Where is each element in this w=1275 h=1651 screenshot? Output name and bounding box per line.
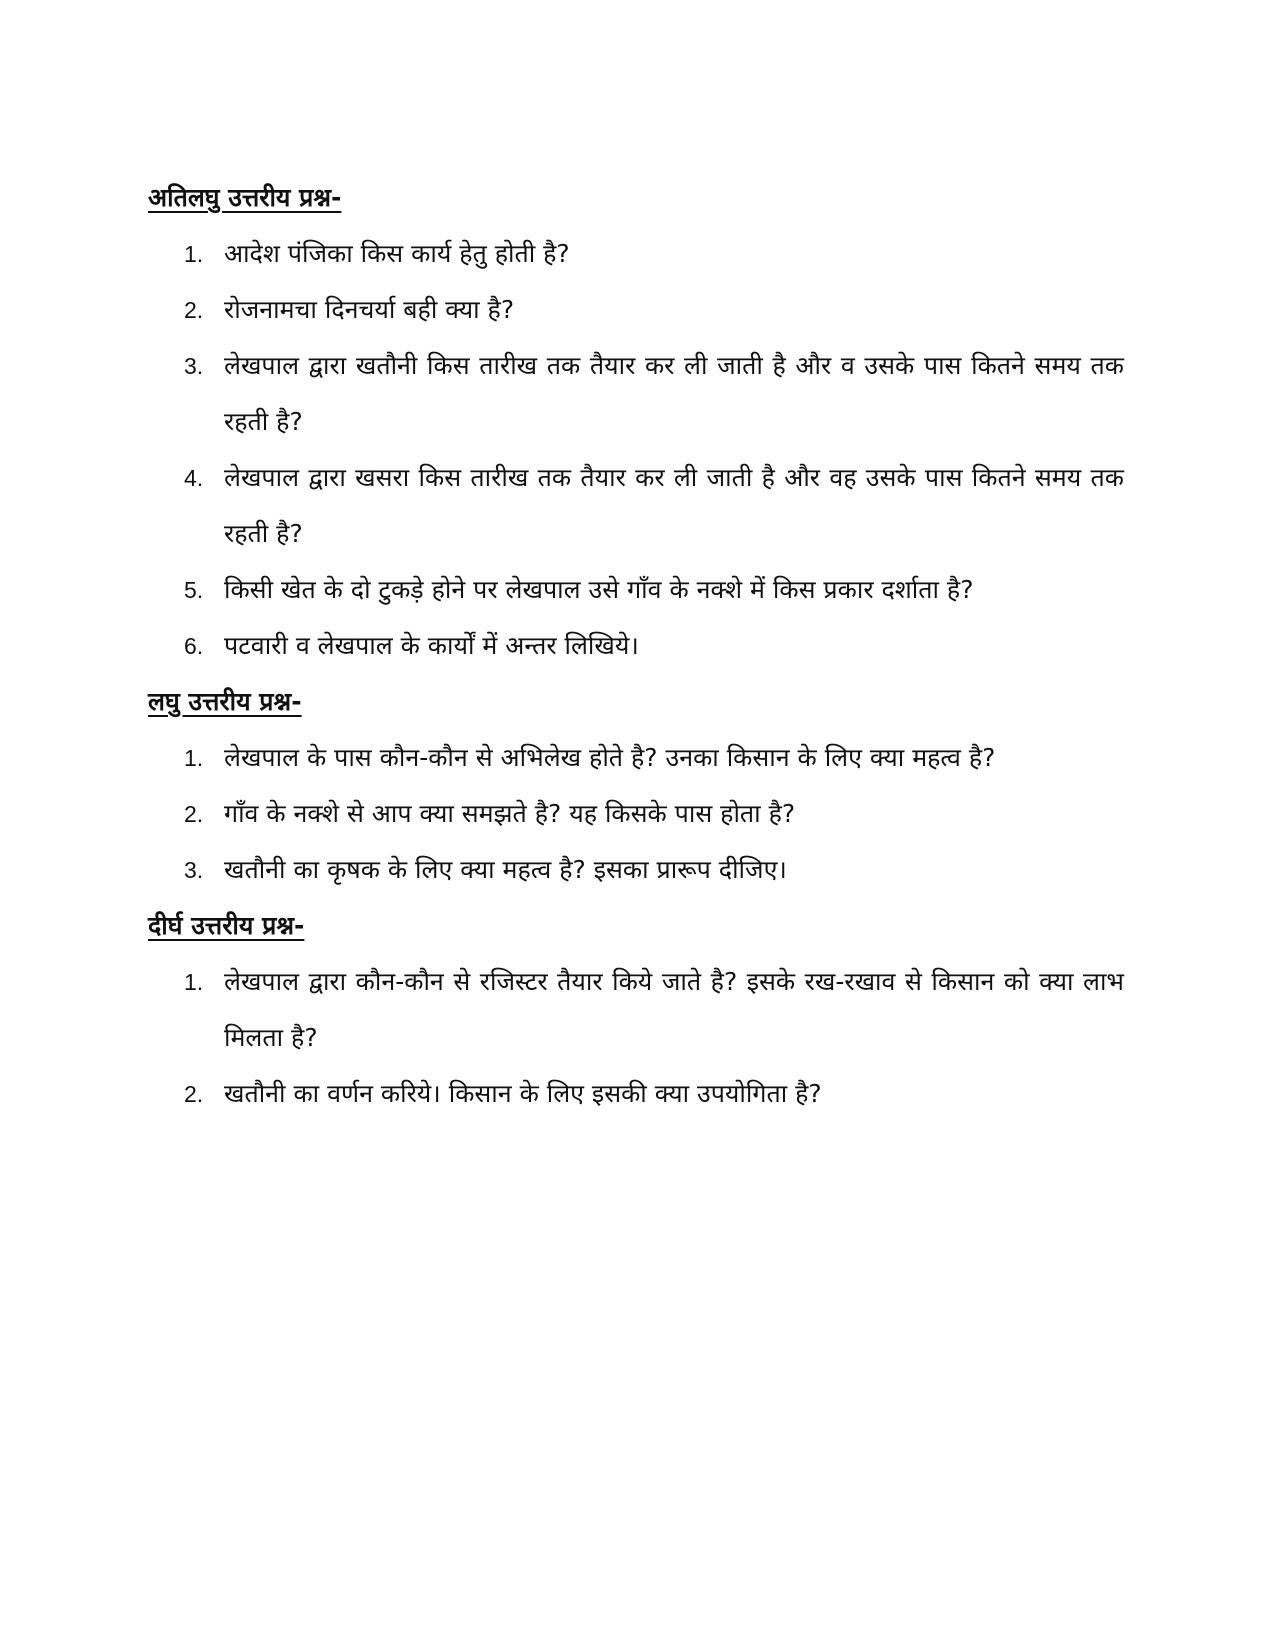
question-number: 2. <box>184 801 204 827</box>
question-item <box>148 730 1124 786</box>
question-item <box>148 786 1124 842</box>
question-number: 4. <box>184 465 204 491</box>
question-list <box>148 954 1124 1122</box>
question-number: 5. <box>184 577 204 603</box>
question-text: खतौनी का कृषक के लिए क्या महत्व है? इसका प्रारूप दीजिए। <box>224 855 787 884</box>
question-number: 3. <box>184 857 204 883</box>
question-text: लेखपाल द्वारा खसरा किस तारीख तक तैयार कर ली जाती है और वह उसके पास कितने समय तक रहती है? <box>224 463 1124 548</box>
question-text: खतौनी का वर्णन करिये। किसान के लिए इसकी क्या उपयोगिता है? <box>224 1079 822 1108</box>
section-short-answer <box>148 674 1124 898</box>
question-item <box>148 282 1124 338</box>
question-text: लेखपाल के पास कौन-कौन से अभिलेख होते है? उनका किसान के लिए क्या महत्व है? <box>224 743 996 772</box>
question-list <box>148 226 1124 674</box>
question-text: पटवारी व लेखपाल के कार्यों में अन्तर लिखिये। <box>224 631 639 660</box>
question-text: रोजनामचा दिनचर्या बही क्या है? <box>224 295 515 324</box>
question-text: लेखपाल द्वारा कौन-कौन से रजिस्टर तैयार किये जाते है? इसके रख-रखाव से किसान को क्या लाभ मिलता है? <box>224 967 1124 1052</box>
question-list-content <box>148 170 1124 1122</box>
question-number: 2. <box>184 1081 204 1107</box>
question-item <box>148 562 1124 618</box>
section-heading: लघु उत्तरीय प्रश्न- <box>148 687 302 716</box>
question-item <box>148 842 1124 898</box>
question-list <box>148 730 1124 898</box>
question-number: 2. <box>184 297 204 323</box>
question-number: 6. <box>184 633 204 659</box>
section-heading: अतिलघु उत्तरीय प्रश्न- <box>148 183 342 212</box>
question-number: 1. <box>184 241 204 267</box>
question-text: आदेश पंजिका किस कार्य हेतु होती है? <box>224 239 570 268</box>
question-text: गाँव के नक्शे से आप क्या समझते है? यह किसके पास होता है? <box>224 799 796 828</box>
question-item <box>148 338 1124 450</box>
question-number: 1. <box>184 969 204 995</box>
question-item <box>148 954 1124 1066</box>
question-item <box>148 618 1124 674</box>
question-item <box>148 226 1124 282</box>
question-number: 1. <box>184 745 204 771</box>
question-item <box>148 1066 1124 1122</box>
section-very-short-answer <box>148 170 1124 674</box>
section-heading: दीर्घ उत्तरीय प्रश्न- <box>148 911 305 940</box>
question-text: लेखपाल द्वारा खतौनी किस तारीख तक तैयार कर ली जाती है और व उसके पास कितने समय तक रहती है? <box>224 351 1124 436</box>
section-long-answer <box>148 898 1124 1122</box>
question-text: किसी खेत के दो टुकड़े होने पर लेखपाल उसे गाँव के नक्शे में किस प्रकार दर्शाता है? <box>224 575 974 604</box>
question-item <box>148 450 1124 562</box>
question-number: 3. <box>184 353 204 379</box>
